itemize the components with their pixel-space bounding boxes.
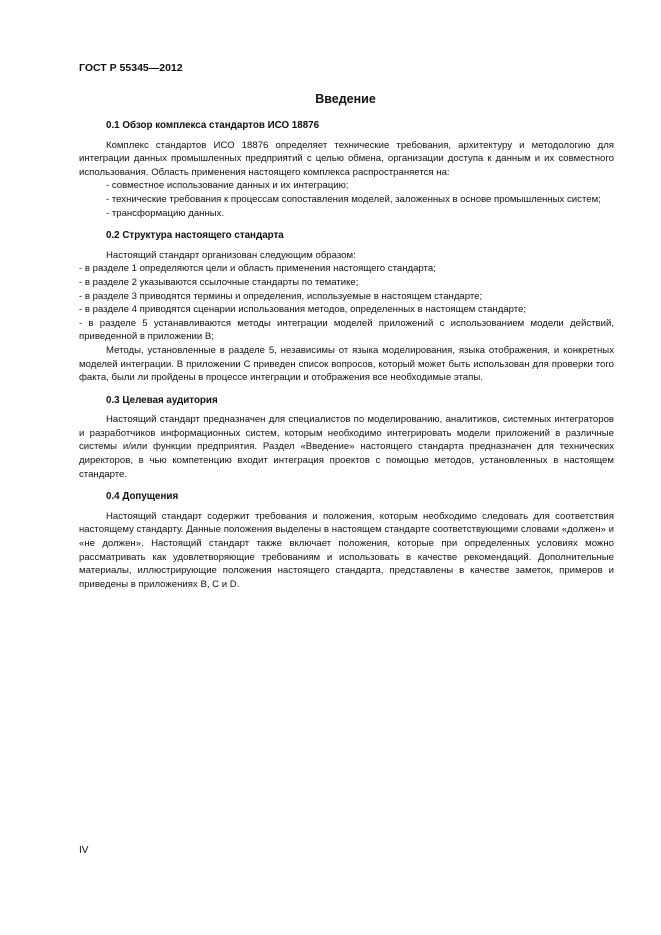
list-item: - в разделе 4 приводятся сценарии использования методов, определенных в настоящем стандарте;: [79, 304, 527, 316]
paragraph: Настоящий стандарт предназначен для специалистов по моделированию, аналитиков, системных интеграторов и разработчиков информационных систем, которым необходимо интегрировать модели приложений в различные системы и/или функции предприятия. Раздел «Введение» настоящего стандарта предназначен для технических директоров, в чью компетенцию входит интеграция проектов с помощью методов, установленных в настоящем стандарте.: [79, 414, 614, 480]
section-heading: 0.1 Обзор комплекса стандартов ИСО 18876: [106, 120, 320, 131]
list-item: - совместное использование данных и их интеграцию;: [106, 180, 349, 192]
list-item: - в разделе 1 определяются цели и область применения настоящего стандарта;: [79, 263, 436, 275]
section-heading: 0.2 Структура настоящего стандарта: [106, 230, 284, 242]
section-heading: 0.4 Допущения: [106, 491, 179, 503]
page-title: Введение: [315, 92, 376, 106]
paragraph: Настоящий стандарт организован следующим образом:: [106, 249, 356, 261]
paragraph: Методы, установленные в разделе 5, независимы от языка моделирования, языка отображения, и конкретных моделей интеграции. В приложении С приведен список вопросов, который может быть использован для проверки того факта, были ли пройдены в процессе интеграции и отображения все необходимые этапы.: [79, 344, 614, 384]
paragraph: Комплекс стандартов ИСО 18876 определяет технические требования, архитектуру и методологию для интеграции данных промышленных предприятий с целью обмена, организации доступа к данным и их совместного использования. Область применения настоящего комплекса распространяется на:: [79, 139, 614, 178]
document-body: [79, 119, 614, 591]
document-code: ГОСТ Р 55345—2012: [79, 62, 183, 74]
paragraph: Настоящий стандарт содержит требования и положения, которым необходимо следовать для соответствия настоящему стандарту. Данные положения выделены в настоящем стандарте соответствующими словами «должен» и «не должен». Настоящий стандарт также включает положения, которые при определенных условиях можно рассматривать как удовлетворяющие требованиям и использовать в качестве рекомендаций. Дополнительные материалы, иллюстрирующие положения настоящего стандарта, представлены в качестве заметок, примеров и приведены в приложениях В, С и D.: [79, 510, 614, 590]
page-number: IV: [79, 845, 89, 856]
section-heading: 0.3 Целевая аудитория: [106, 394, 218, 406]
list-item: - трансформацию данных.: [106, 207, 225, 219]
list-item: - в разделе 5 устанавливаются методы интеграции моделей приложений с использованием модели действий, приведенной в приложении В;: [79, 317, 614, 343]
list-item: - в разделе 3 приводятся термины и определения, используемые в настоящем стандарте;: [79, 290, 483, 302]
list-item: - в разделе 2 указываются ссылочные стандарты по тематике;: [79, 276, 359, 288]
list-item: - технические требования к процессам сопоставления моделей, заложенных в основе промышленных систем;: [106, 193, 601, 205]
